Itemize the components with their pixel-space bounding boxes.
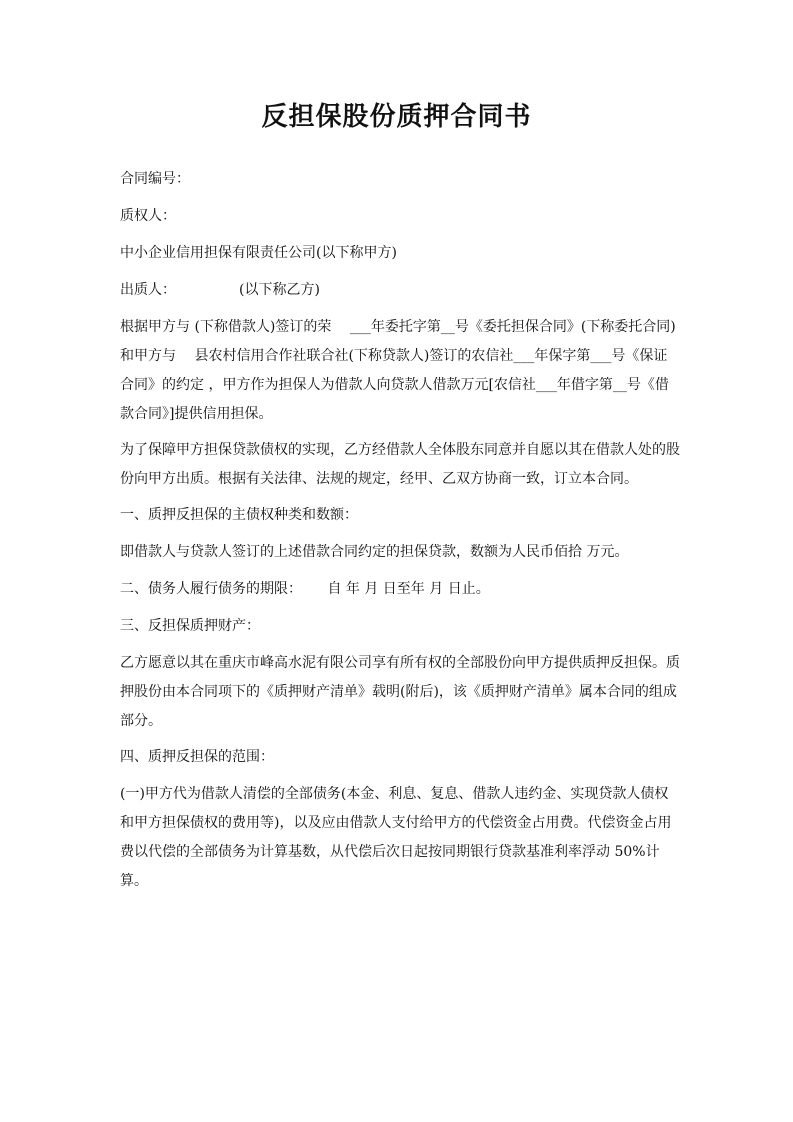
contract-number-line: 合同编号： bbox=[120, 171, 190, 187]
purpose-paragraph: 为了保障甲方担保贷款债权的实现，乙方经借款人全体股东同意并自愿以其在借款人处的股份向甲方出质。根据有关法律、法规的规定，经甲、乙双方协商一致，订立本合同。 bbox=[120, 442, 680, 487]
section-1-text: 即借款人与贷款人签订的上述借款合同约定的担保贷款，数额为人民币佰拾 万元。 bbox=[120, 544, 629, 560]
section-4-heading: 四、质押反担保的范围： bbox=[120, 749, 274, 765]
document-title: 反担保股份质押合同书 bbox=[261, 102, 532, 132]
pledgee-name-line: 中小企业信用担保有限责任公司(以下称甲方) bbox=[120, 245, 397, 261]
section-1-heading: 一、质押反担保的主债权种类和数额： bbox=[120, 507, 358, 523]
preamble-paragraph: 根据甲方与 (下称借款人)签订的荣 ___年委托字第__号《委托担保合同》(下称委托合同)和甲方与 县农村信用合作社联合社(下称贷款人)签订的农信社___年保字第___号《保证合同》的约定 ，甲方作为担保人为借款人向贷款人借款万元[农信社___年借字第__号《借款合同》]提供信用担保。 bbox=[120, 319, 676, 422]
section-3-heading: 三、反担保质押财产： bbox=[120, 618, 260, 634]
pledgee-line: 质权人： bbox=[120, 208, 176, 224]
section-4-item-1: (一)甲方代为借款人清偿的全部债务(本金、利息、复息、借款人违约金、实现贷款人债权和甲方担保债权的费用等)，以及应由借款人支付给甲方的代偿资金占用费。代偿资金占用费以代偿的全部债务为计算基数，从代偿后次日起按同期银行贷款基准利率浮动 50%计算。 bbox=[120, 786, 672, 889]
document-body bbox=[120, 165, 680, 903]
pledgor-line: 出质人： (以下称乙方) bbox=[120, 282, 320, 298]
section-3-text: 乙方愿意以其在重庆市峰高水泥有限公司享有所有权的全部股份向甲方提供质押反担保。质押股份由本合同项下的《质押财产清单》载明(附后)，该《质押财产清单》属本合同的组成部分。 bbox=[120, 655, 680, 729]
section-2-heading: 二、债务人履行债务的期限： 自 年 月 日至年 月 日止。 bbox=[120, 581, 490, 597]
